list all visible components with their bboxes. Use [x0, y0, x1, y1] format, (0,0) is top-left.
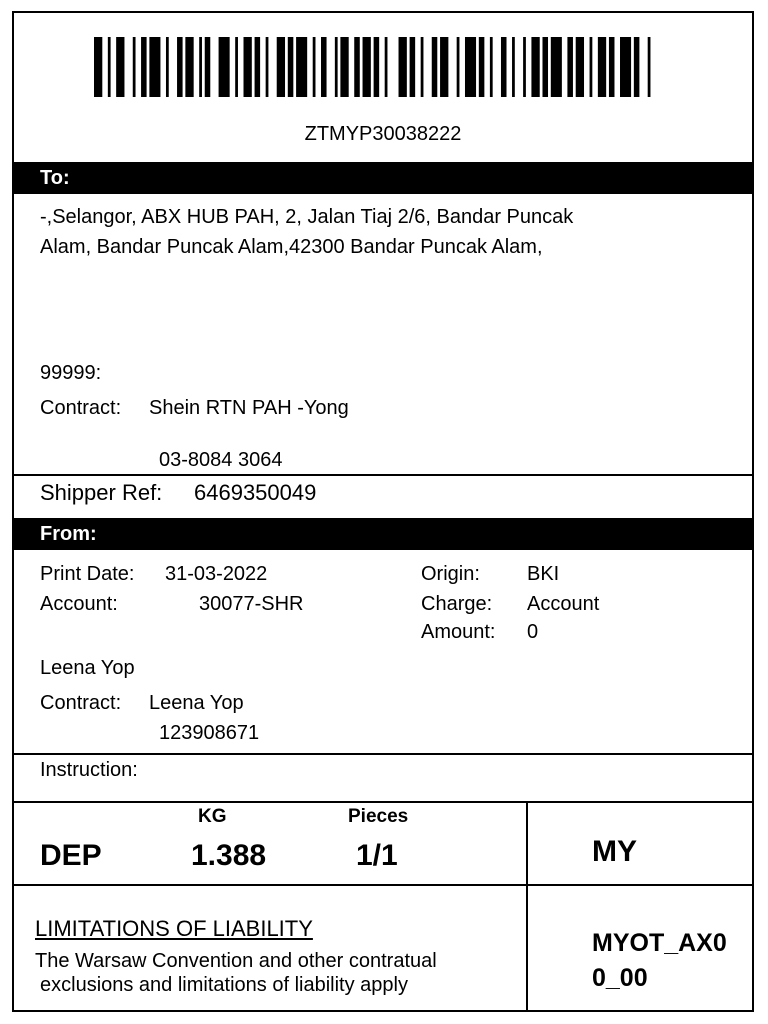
barcode-bar [567, 37, 573, 97]
from-header: From: [14, 518, 752, 550]
barcode-bar [551, 37, 562, 97]
barcode-bar [255, 37, 261, 97]
to-contract-label: Contract: [40, 397, 122, 419]
barcode-bar [149, 37, 160, 97]
barcode-bar [313, 37, 316, 97]
to-address-line1: -,Selangor, ABX HUB PAH, 2, Jalan Tiaj 2/6, Bandar Puncak [40, 206, 574, 228]
barcode-bar [542, 37, 548, 97]
barcode-bar [288, 37, 294, 97]
barcode-bar [185, 37, 193, 97]
barcode-bar [235, 37, 238, 97]
barcode-bar [108, 37, 111, 97]
barcode-bar [512, 37, 515, 97]
divider [14, 884, 752, 886]
barcode-bar [321, 37, 327, 97]
charge-value: Account [527, 593, 600, 615]
barcode-bar [363, 37, 371, 97]
barcode-bar [440, 37, 448, 97]
to-header: To: [14, 162, 752, 194]
barcode-bar [609, 37, 615, 97]
barcode-bar [374, 37, 380, 97]
barcode-bar [244, 37, 252, 97]
barcode-bar [457, 37, 460, 97]
to-phone: 03-8084 3064 [159, 449, 283, 471]
barcode-bar [590, 37, 593, 97]
barcode-bar [205, 37, 211, 97]
barcode-bar [340, 37, 348, 97]
service-code: DEP [40, 839, 102, 872]
print-date-label: Print Date: [40, 563, 135, 585]
barcode-bar [531, 37, 539, 97]
barcode-bar [296, 37, 307, 97]
to-address-line2: Alam, Bandar Puncak Alam,42300 Bandar Puncak Alam, [40, 236, 543, 258]
pieces-value: 1/1 [356, 839, 398, 872]
instruction-label: Instruction: [40, 759, 138, 781]
barcode-bar [501, 37, 507, 97]
barcode-bar [576, 37, 584, 97]
account-label: Account: [40, 593, 118, 615]
liability-title: LIMITATIONS OF LIABILITY [35, 916, 313, 941]
from-contract-name: Leena Yop [149, 692, 244, 714]
barcode-bar [421, 37, 424, 97]
barcode [94, 37, 656, 97]
pieces-label: Pieces [348, 806, 409, 827]
sender-name: Leena Yop [40, 657, 135, 679]
to-postcode: 99999: [40, 362, 102, 384]
amount-value: 0 [527, 621, 539, 643]
barcode-bar [116, 37, 124, 97]
barcode-bar [354, 37, 360, 97]
from-contract-label: Contract: [40, 692, 122, 714]
amount-label: Amount: [421, 621, 496, 643]
origin-label: Origin: [421, 563, 480, 585]
barcode-bar [432, 37, 438, 97]
column-divider [526, 801, 528, 1012]
account-value: 30077-SHR [199, 593, 304, 615]
liability-line1: The Warsaw Convention and other contratual [35, 950, 437, 972]
barcode-bar [465, 37, 476, 97]
barcode-bar [335, 37, 338, 97]
divider [14, 474, 752, 476]
barcode-bar [479, 37, 485, 97]
shipper-ref-value: 6469350049 [194, 480, 317, 505]
barcode-bar [177, 37, 183, 97]
divider [14, 801, 752, 803]
divider [14, 753, 752, 755]
shipper-ref-label: Shipper Ref: [40, 480, 163, 505]
barcode-bar [598, 37, 606, 97]
kg-value: 1.388 [191, 839, 267, 872]
print-date-value: 31-03-2022 [165, 563, 268, 585]
origin-value: BKI [527, 563, 560, 585]
kg-label: KG [198, 806, 227, 827]
barcode-bar [277, 37, 285, 97]
barcode-bar [219, 37, 230, 97]
barcode-bar [410, 37, 416, 97]
barcode-bar [133, 37, 136, 97]
barcode-bar [199, 37, 202, 97]
barcode-bar [648, 37, 651, 97]
barcode-bar [166, 37, 169, 97]
liability-line2: exclusions and limitations of liability apply [40, 974, 408, 996]
barcode-bar [266, 37, 269, 97]
route-code-line2: 0_00 [592, 964, 648, 992]
barcode-bar [620, 37, 631, 97]
barcode-bar [634, 37, 640, 97]
barcode-bar [399, 37, 407, 97]
barcode-bar [94, 37, 102, 97]
from-phone: 123908671 [159, 722, 260, 744]
shipping-label [12, 11, 754, 1012]
barcode-bar [490, 37, 493, 97]
to-contract-name: Shein RTN PAH -Yong [149, 397, 349, 419]
charge-label: Charge: [421, 593, 493, 615]
country-code: MY [592, 835, 637, 868]
route-code-line1: MYOT_AX0 [592, 929, 727, 957]
barcode-bar [523, 37, 526, 97]
barcode-bar [141, 37, 147, 97]
tracking-number: ZTMYP30038222 [304, 123, 462, 145]
barcode-bar [385, 37, 388, 97]
